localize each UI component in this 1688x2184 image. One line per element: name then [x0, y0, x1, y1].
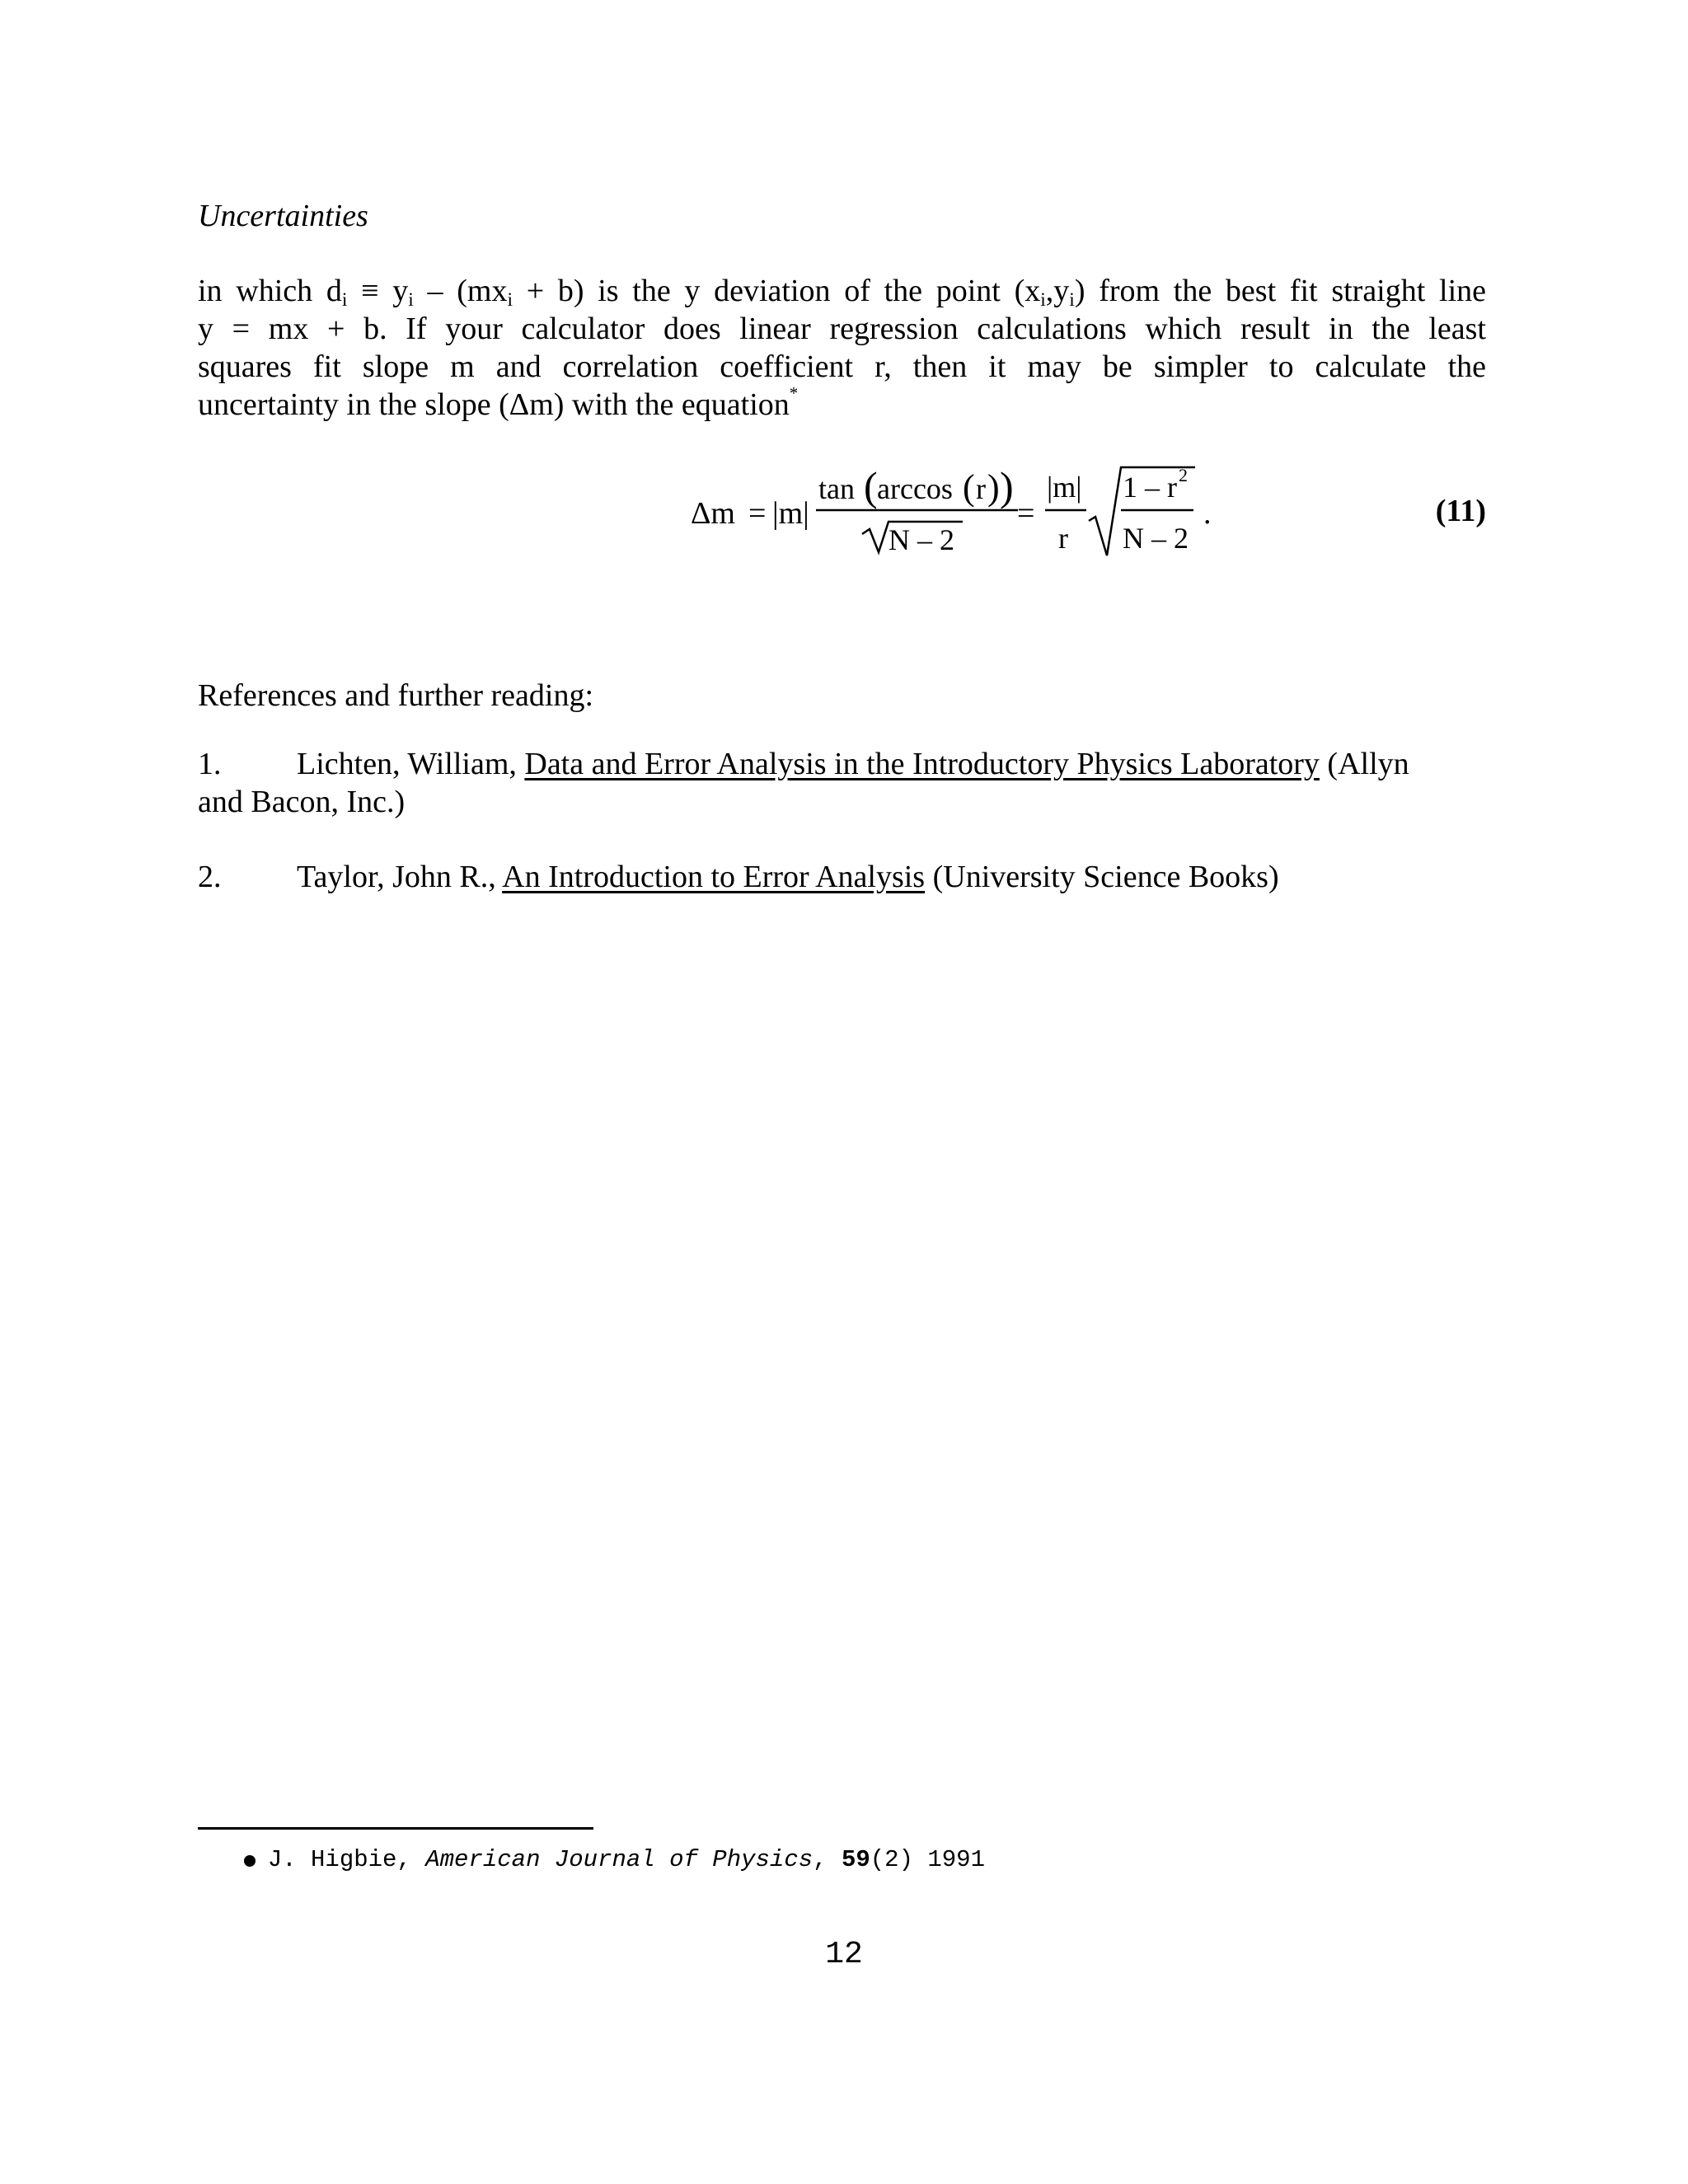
footnote-sep: ,	[813, 1846, 842, 1873]
equation-number: (11)	[1435, 494, 1486, 528]
footnote-marker: *	[789, 383, 799, 404]
text-run: ) from the best fit straight line	[1074, 274, 1486, 308]
eq-r-denominator: r	[1058, 522, 1068, 555]
paragraph-line-4	[198, 383, 1486, 424]
subscript: i	[1040, 288, 1046, 311]
text-run: ≡ y	[347, 274, 409, 308]
eq-paren-close-inner: )	[987, 467, 1000, 508]
eq-paren-open-outer: (	[864, 463, 878, 509]
page-number: 12	[825, 1937, 863, 1972]
reference-publisher: (University Science Books)	[925, 860, 1279, 894]
eq-abs-m-2: |m|	[1047, 471, 1082, 504]
eq-r-inner: r	[976, 472, 986, 505]
references-heading: References and further reading:	[198, 678, 594, 713]
text-run: + b) is the y deviation of the point (x	[513, 274, 1041, 308]
paragraph-line-1	[198, 272, 1486, 310]
reference-publisher: (Allyn	[1319, 747, 1409, 781]
reference-title: An Introduction to Error Analysis	[502, 860, 926, 894]
eq-sqrt-arg-2: N – 2	[1123, 522, 1189, 555]
paragraph-line-3: squares fit slope m and correlation coefficient r, then it may be simpler to calculate the	[198, 349, 1486, 384]
eq-one-minus-r: 1 – r	[1123, 471, 1177, 504]
eq-squared: 2	[1179, 465, 1188, 485]
eq-tan: tan	[818, 472, 855, 505]
footnote-journal: American Journal of Physics	[425, 1846, 814, 1873]
footnote-rule	[198, 1827, 593, 1830]
eq-abs-m-1: |m|	[772, 496, 809, 531]
reference-number: 2.	[198, 860, 222, 894]
paragraph-line-2: y = mx + b. If your calculator does linear regression calculations which result in the least	[198, 312, 1486, 346]
footnote-rest: (2) 1991	[870, 1846, 985, 1873]
text-run: – (mx	[413, 274, 508, 308]
eq-period: .	[1203, 496, 1212, 531]
reference-author: Taylor, John R.,	[297, 860, 503, 894]
eq-equals-1: =	[748, 496, 767, 531]
footnote-volume: 59	[841, 1846, 870, 1873]
subscript: i	[1069, 288, 1075, 311]
reference-title: Data and Error Analysis in the Introductory Physics Laboratory	[524, 747, 1320, 781]
eq-equals-2: =	[1017, 496, 1035, 531]
subscript: i	[341, 288, 348, 311]
reference-author: Lichten, William,	[297, 747, 525, 781]
text-run: ,y	[1045, 274, 1070, 308]
reference-number: 1.	[198, 747, 222, 781]
eq-paren-open-inner: (	[963, 467, 975, 508]
eq-arccos: arccos	[877, 472, 953, 505]
reference-publisher-cont: and Bacon, Inc.)	[198, 785, 406, 819]
text-run: uncertainty in the slope (Δm) with the equation	[198, 387, 790, 422]
reference-item	[198, 745, 1500, 821]
footnote-author: J. Higbie,	[267, 1846, 426, 1873]
footnote	[239, 1846, 985, 1873]
body-paragraph	[198, 272, 1486, 424]
eq-paren-close-outer: )	[1000, 463, 1014, 509]
reference-item	[198, 858, 1500, 896]
section-header: Uncertainties	[198, 199, 368, 233]
subscript: i	[507, 288, 513, 311]
subscript: i	[408, 288, 414, 311]
eq-lhs: Δm	[691, 496, 735, 531]
eq-sqrt-arg-1: N – 2	[889, 523, 954, 556]
text-run: in which d	[198, 274, 342, 308]
